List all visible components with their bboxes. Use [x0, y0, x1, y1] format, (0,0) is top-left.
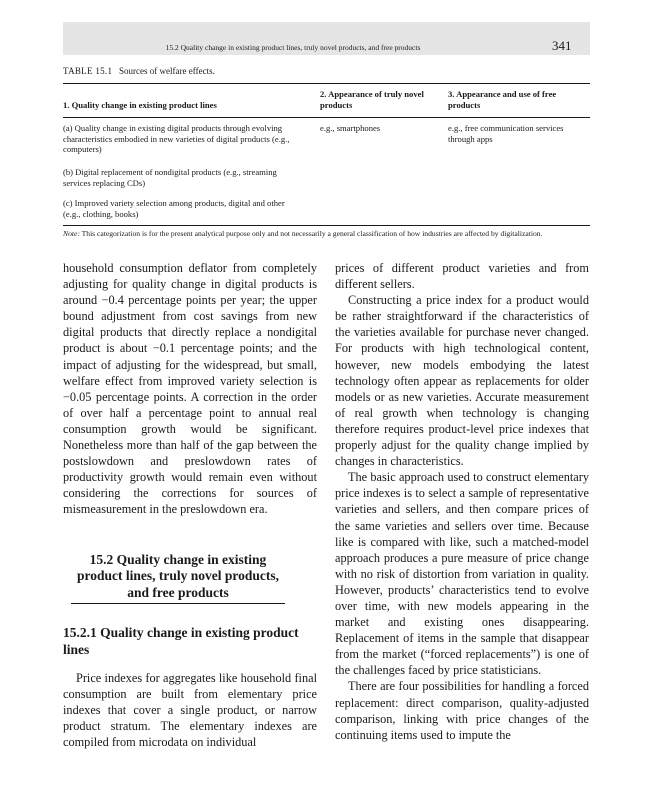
- right-paragraph-4: There are four possibilities for handling a forced replacement: direct comparison, quality-adjusted comparison, linking with price changes of the continuing items used to impute the: [335, 679, 589, 742]
- page-number: 341: [552, 38, 572, 53]
- table-header-col2: 2. Appearance of truly novel products: [320, 89, 424, 110]
- table-note-text: This categorization is for the present analytical purpose only and not necessarily a general classification of how industries are affected by digitalization.: [81, 229, 543, 238]
- table-note-label: Note:: [63, 229, 80, 238]
- table-title: Sources of welfare effects.: [119, 66, 215, 76]
- table-header-col3: 3. Appearance and use of free products: [448, 89, 557, 110]
- table-cell-row2-col1: (b) Digital replacement of nondigital products (e.g., streaming services replacing CDs): [63, 167, 277, 188]
- right-paragraph-3: The basic approach used to construct elementary price indexes is to select a sample of representative varieties and sellers, and then compare prices of the same varieties and sellers over time. Because like is compared with like, such a matched-model approach produces a pure measure of price change with no risk of distortion from variation in quality. However, products’ characteristics tend to evolve over time, with new models appearing in the market and existing ones disappearing. Replacement of items in the sample that disappear from the market (“forced replacements”) is one of the challenges faced by price statisticians.: [335, 470, 589, 678]
- left-column: [63, 260, 317, 750]
- table-note: [63, 229, 590, 239]
- table-cell-row1-col3: e.g., free communication services through apps: [448, 123, 564, 144]
- right-paragraph-2: Constructing a price index for a product would be rather straightforward if the characteristics of the varieties available for purchase never changed. For products with high technological content, however, new models embodying the latest technology often appear as replacements for older models or as new varieties. Accurate measurement of real growth when technology is changing therefore requires product-level price indexes that properly adjust for the quality change implied by changes in characteristics.: [335, 293, 589, 469]
- table-header-col1: 1. Quality change in existing product lines: [63, 100, 217, 110]
- table-cell-row3-col1: (c) Improved variety selection among products, digital and other (e.g., clothing, books): [63, 198, 285, 219]
- right-column: [335, 260, 589, 743]
- table-cell-row1-col1: (a) Quality change in existing digital products through evolving characteristics embodied in new varieties of digital products (e.g., computers): [63, 123, 290, 154]
- table-header-rule: [63, 117, 590, 118]
- subsection-heading: 15.2.1 Quality change in existing product lines: [63, 625, 299, 657]
- table-cell-row1-col2: e.g., smartphones: [320, 123, 381, 133]
- right-paragraph-1: prices of different product varieties and from different sellers.: [335, 261, 589, 292]
- table-number: TABLE 15.1: [63, 66, 113, 76]
- table-caption: [63, 66, 215, 76]
- table-top-rule: [63, 83, 590, 84]
- left-paragraph-1: household consumption deflator from completely adjusting for quality change in digital products is around −0.4 percentage points per year; the upper bound adjustment from cost savings from new digital products that directly replace a nondigital product is about −0.1 percentage points; and the impact of adjusting for the widespread, but small, welfare effect from improved variety selection is −0.05 percentage points. A correction in the order of over half a percentage point to annual real consumption growth would be significant. Nonetheless more than half of the gap between the postslowdown and preslowdown rates of productivity growth would remain even without considering the corrections for sources of mismeasurement in the preslowdown era.: [63, 261, 317, 517]
- left-paragraph-2: Price indexes for aggregates like household final consumption are built from elementary price indexes that cover a single product, or narrow product stratum. The elementary indexes are compiled from microdata on individual: [63, 671, 317, 750]
- section-heading: 15.2 Quality change in existing product lines, truly novel products, and free products: [71, 552, 285, 605]
- table-bottom-rule: [63, 225, 590, 226]
- running-head: 15.2 Quality change in existing product lines, truly novel products, and free products: [165, 43, 421, 52]
